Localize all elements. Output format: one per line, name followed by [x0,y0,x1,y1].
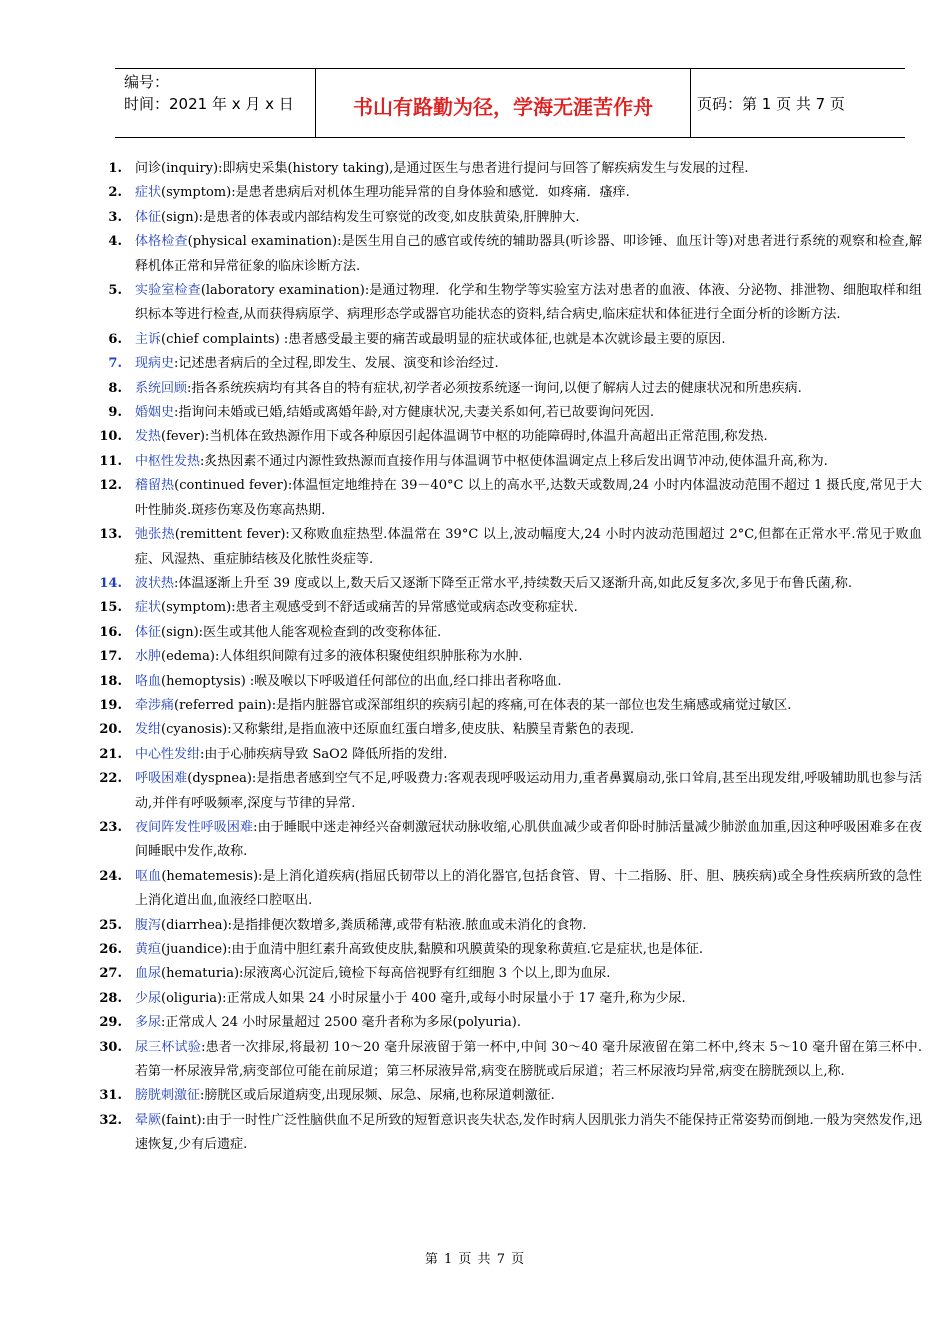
glossary-entry [92,767,922,816]
entry-number: 31. [99,1088,122,1104]
entry-number: 16. [99,624,122,640]
entry-definition: :记述患者病后的全过程,即发生、发展、演变和诊治经过. [174,356,499,372]
entry-term: 发热 [135,429,162,445]
entry-definition: :体温逐渐上升至 39 度或以上,数天后又逐渐下降至正常水平,持续数天后又逐渐升高,如此反复多次,多见于布鲁氏菌,称. [174,575,852,591]
document-time: 时间：2021 年 x 月 x 日 [124,95,294,113]
entry-definition: :由于睡眠中迷走神经兴奋刺激冠状动脉收缩,心肌供血减少或者仰卧时肺活量减少肺淤血加重,因这种呼吸困难多在夜间睡眠中发作,故称. [135,819,922,860]
entry-definition: :膀胱区或后尿道病变,出现尿频、尿急、尿痛,也称尿道刺激征. [200,1088,555,1104]
glossary-entry [92,670,922,694]
header-slogan: 书山有路勤为径，学海无涯苦作舟 [353,95,653,119]
header-page-cell [689,69,905,137]
entry-term: 晕厥 [135,1112,162,1128]
entry-term: 体格检查 [135,234,188,250]
entry-number: 22. [99,771,122,787]
glossary-entry [92,1084,922,1108]
entry-number: 24. [99,868,122,884]
entry-number: 32. [99,1112,122,1128]
entry-number: 21. [99,746,122,762]
document-number-label: 编号： [124,73,170,91]
glossary-entry [92,743,922,767]
glossary-entry [92,279,922,328]
glossary-entry [92,816,922,865]
glossary-entry [92,425,922,449]
entry-definition: (laboratory examination):是通过物理．化学和生物学等实验室方法对患者的血液、体液、分泌物、排泄物、细胞取样和组织标本等进行检查,从而获得病原学、病理形态学或器官功能状态的资料,结合病史,临床症状和体征进行全面分析的诊断方法. [135,283,922,323]
entry-number: 5. [108,283,122,299]
entry-term: 中枢性发热 [135,453,201,469]
entry-definition: (remittent fever):又称败血症热型.体温常在 39°C 以上,波动幅度大,24 小时内波动范围超过 2°C,但都在正常水平.常见于败血症、风湿热、重症肺结核及化脓性炎症等. [135,527,922,567]
entry-number: 28. [99,990,122,1006]
entry-number: 11. [99,453,122,469]
entry-definition: (juandice):由于血清中胆红素升高致使皮肤,黏膜和巩膜黄染的现象称黄疸.它是症状,也是体征. [161,942,704,957]
glossary-entry [92,474,922,523]
entry-number: 3. [108,209,122,225]
entry-number: 4. [108,234,122,250]
entry-number: 30. [99,1039,122,1055]
entry-number: 2. [108,185,122,201]
entry-term: 症状 [135,600,162,616]
entry-number: 29. [99,1015,122,1031]
entry-definition: (hemoptysis) :喉及喉以下呼吸道任何部位的出血,经口排出者称咯血. [161,673,562,689]
entry-number: 14. [99,575,122,591]
entry-number: 27. [99,966,122,982]
glossary-entry [92,230,922,279]
entry-number: 9. [108,405,122,421]
page-footer: 第 1 页 共 7 页 [424,1252,526,1267]
entry-definition: (edema):人体组织间隙有过多的液体积聚使组织肿胀称为水肿. [161,649,523,665]
entry-term: 婚姻史 [135,405,175,421]
entry-term: 咯血 [135,673,162,689]
header-page-number: 页码：第 1 页 共 7 页 [697,95,845,113]
entry-definition: (hematemesis):是上消化道疾病(指屈氏韧带以上的消化器官,包括食管、胃、十二指肠、肝、胆、胰疾病)或全身性疾病所致的急性上消化道出血,血液经口腔呕出. [135,868,922,909]
entry-number: 23. [99,819,122,835]
entry-term: 体征 [135,624,162,640]
glossary-entry [92,328,922,352]
entry-number: 19. [99,697,122,713]
glossary-entry [92,621,922,645]
entry-term: 呼吸困难 [135,771,188,787]
entry-definition: (physical examination):是医生用自己的感官或传统的辅助器具(听诊器、叩诊锤、血压计等)对患者进行系统的观察和检查,解释机体正常和异常征象的临床诊断方法. [135,234,922,274]
glossary-entry [92,962,922,986]
entry-definition: (symptom):是患者患病后对机体生理功能异常的自身体验和感觉．如疼痛．瘙痒. [161,185,630,201]
entry-term: 弛张热 [135,527,175,543]
entry-term: 主诉 [135,331,162,347]
header-slogan-cell [315,69,691,137]
entry-number: 8. [108,380,122,396]
entry-term: 中心性发绀 [135,746,201,762]
glossary-list [92,157,922,1158]
entry-number: 15. [99,600,122,616]
entry-term: 夜间阵发性呼吸困难 [135,819,254,835]
glossary-entry [92,987,922,1011]
entry-definition: :由于心肺疾病导致 SaO2 降低所指的发绀. [200,746,448,762]
glossary-entry [92,645,922,669]
entry-number: 10. [99,429,122,445]
entry-term: 水肿 [135,649,162,665]
entry-term: 尿三杯试验 [135,1039,202,1055]
entry-definition: (cyanosis):又称紫绀,是指血液中还原血红蛋白增多,使皮肤、粘膜呈青紫色的表现. [161,722,635,738]
glossary-entry [92,718,922,742]
entry-number: 12. [99,478,122,494]
glossary-entry [92,523,922,572]
entry-definition: (diarrhea):是指排便次数增多,粪质稀薄,或带有粘液.脓血或未消化的食物. [161,917,587,933]
entry-definition: (symptom):患者主观感受到不舒适或痛苦的异常感觉或病态改变称症状. [161,600,578,616]
entry-number: 25. [99,917,122,933]
entry-definition: :正常成人 24 小时尿量超过 2500 毫升者称为多尿(polyuria). [161,1015,521,1031]
header-left-cell [115,69,315,137]
glossary-entry [92,596,922,620]
entry-definition: 问诊(inquiry):即病史采集(history taking),是通过医生与患者进行提问与回答了解疾病发生与发展的过程. [135,161,749,176]
entry-term: 现病史 [135,356,175,372]
entry-term: 呕血 [135,868,162,884]
entry-number: 26. [99,942,122,957]
entry-definition: (faint):由于一时性广泛性脑供血不足所致的短暂意识丧失状态,发作时病人因肌张力消失不能保持正常姿势而倒地.一般为突然发作,迅速恢复,少有后遗症. [135,1112,922,1153]
entry-term: 血尿 [135,966,162,982]
glossary-entry [92,914,922,938]
entry-term: 系统回顾 [135,380,188,396]
entry-term: 腹泻 [135,917,162,933]
entry-definition: (dyspnea):是指患者感到空气不足,呼吸费力:客观表现呼吸运动用力,重者鼻翼扇动,张口耸肩,甚至出现发绀,呼吸辅助肌也参与活动,并伴有呼吸频率,深度与节律的异常. [135,771,922,811]
glossary-entry [92,206,922,230]
entry-definition: (sign):是患者的体表或内部结构发生可察觉的改变,如皮肤黄染,肝脾肿大. [161,209,580,225]
entry-definition: (oliguria):正常成人如果 24 小时尿量小于 400 毫升,或每小时尿量小于 17 毫升,称为少尿. [161,990,686,1006]
entry-definition: (fever):当机体在致热源作用下或各种原因引起体温调节中枢的功能障碍时,体温升高超出正常范围,称发热. [161,429,768,445]
entry-term: 多尿 [135,1015,162,1031]
entry-number: 6. [108,331,122,347]
entry-term: 症状 [135,185,162,201]
glossary-entry [92,181,922,205]
entry-definition: (hematuria):尿液离心沉淀后,镜检下每高倍视野有红细胞 3 个以上,即为血尿. [161,966,611,982]
entry-number: 17. [99,649,122,665]
entry-term: 发绀 [135,722,162,738]
glossary-entry [92,352,922,376]
glossary-entry [92,450,922,474]
entry-definition: :炙热因素不通过内源性致热源而直接作用与体温调节中枢使体温调定点上移后发出调节冲动,使体温升高,称为. [200,453,828,469]
entry-definition: :患者一次排尿,将最初 10～20 毫升尿液留于第一杯中,中间 30～40 毫升尿液留在第二杯中,终末 5～10 毫升留在第三杯中. 若第一杯尿液异常,病变部位可能在前尿道；第三杯尿液异常,病变在膀胱或后尿道；若三杯尿液均异常,病变在膀胱颈以上,称. [135,1039,922,1080]
entry-number: 1. [108,161,122,176]
glossary-entry [92,694,922,718]
entry-term: 稽留热 [135,478,175,494]
entry-term: 牵涉痛 [135,697,175,713]
entry-definition: (referred pain):是指内脏器官或深部组织的疾病引起的疼痛,可在体表的某一部位也发生痛感或痛觉过敏区. [174,697,792,713]
entry-term: 实验室检查 [135,283,201,299]
page-header [115,68,905,138]
glossary-entry [92,401,922,425]
entry-definition: (continued fever):体温恒定地维持在 39－40°C 以上的高水平,达数天或数周,24 小时内体温波动范围不超过 1 摄氏度,常见于大叶性肺炎.斑疹伤寒及伤寒高热期. [135,478,922,518]
entry-term: 少尿 [135,990,162,1006]
entry-term: 体征 [135,209,162,225]
entry-number: 7. [108,356,122,372]
glossary-entry [92,1011,922,1035]
entry-definition: :指各系统疾病均有其各自的特有症状,初学者必须按系统逐一询问,以便了解病人过去的健康状况和所患疾病. [187,380,802,396]
entry-definition: (sign):医生或其他人能客观检查到的改变称体征. [161,624,442,640]
glossary-entry [92,377,922,401]
entry-number: 13. [99,527,122,543]
entry-definition: (chief complaints) :患者感受最主要的痛苦或最明显的症状或体征,也就是本次就诊最主要的原因. [161,331,726,347]
entry-number: 20. [99,722,122,738]
entry-term: 膀胱刺激征 [135,1088,201,1104]
glossary-entry [92,1109,922,1158]
glossary-entry [92,938,922,962]
glossary-entry [92,157,922,181]
glossary-entry [92,1036,922,1085]
glossary-entry [92,865,922,914]
entry-definition: :指询问未婚或已婚,结婚或离婚年龄,对方健康状况,夫妻关系如何,若已故要询问死因. [174,405,655,421]
entry-number: 18. [99,673,122,689]
entry-term: 波状热 [135,575,175,591]
entry-term: 黄疸 [135,942,162,957]
glossary-entry [92,572,922,596]
